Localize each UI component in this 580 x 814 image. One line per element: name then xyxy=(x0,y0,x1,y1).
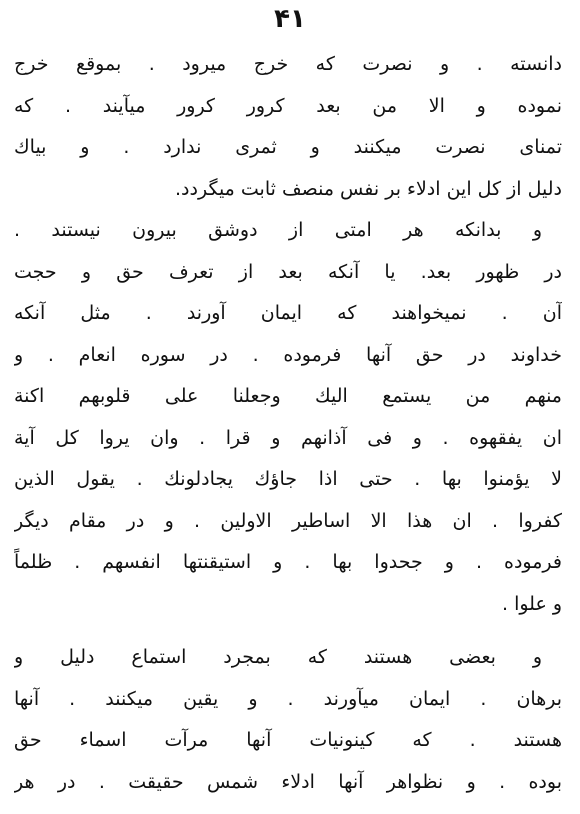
text-line: نموده و الا من بعد کرور کرور میآیند . که xyxy=(14,94,562,117)
page-number: ۴۱ xyxy=(274,4,306,34)
paragraph xyxy=(14,637,562,803)
text-line: هستند . که کینونیات آنها مرآت اسماء حق xyxy=(14,729,562,751)
text-line: آن . نمیخواهند که ایمان آورند . مثل آنکه xyxy=(14,302,562,324)
text-line: برهان . ایمان میآورند . و یقین میکنند . آنها xyxy=(14,687,562,710)
text-line: لا یؤمنوا بها . حتی اذا جاؤك یجادلونك . یقول الذین xyxy=(14,468,562,490)
text-line: بوده . و نظواهر آنها ادلاء شمس حقیقت . در هر xyxy=(14,770,562,793)
text-line: دلیل از کل این ادلاء بر نفس منصف ثابت میگردد. xyxy=(175,177,562,200)
text-line: خداوند در حق آنها فرموده . در سوره انعام . و xyxy=(14,343,562,366)
text-line: منهم من یستمع الیك وجعلنا علی قلوبهم اکنة xyxy=(14,385,562,407)
paragraph xyxy=(14,44,562,210)
paragraph-spacer xyxy=(14,625,562,637)
text-line: و بدانکه هر امتی از دوشق بیرون نیستند . xyxy=(14,219,542,241)
paragraph xyxy=(14,210,562,625)
text-line: تمنای نصرت میکنند و ثمری ندارد . و بیاك xyxy=(14,136,562,158)
text-line: ان یفقهوه . و فی آذانهم و قرا . وان یروا کل آیة xyxy=(14,426,562,449)
text-line: دانسته . و نصرت که خرج میرود . بموقع خرج xyxy=(14,53,562,75)
text-line: کفروا . ان هذا الا اساطیر الاولین . و در مقام دیگر xyxy=(14,509,562,532)
text-line: فرموده . و جحدوا بها . و استیقنتها انفسهم . ظلماً xyxy=(14,551,562,573)
text-line: و علوا . xyxy=(501,592,562,615)
text-line: و بعضی هستند که بمجرد استماع دلیل و xyxy=(14,646,542,668)
text-line: در ظهور بعد. یا آنکه بعد از تعرف حق و حجت xyxy=(14,260,562,283)
body-text xyxy=(14,44,562,803)
